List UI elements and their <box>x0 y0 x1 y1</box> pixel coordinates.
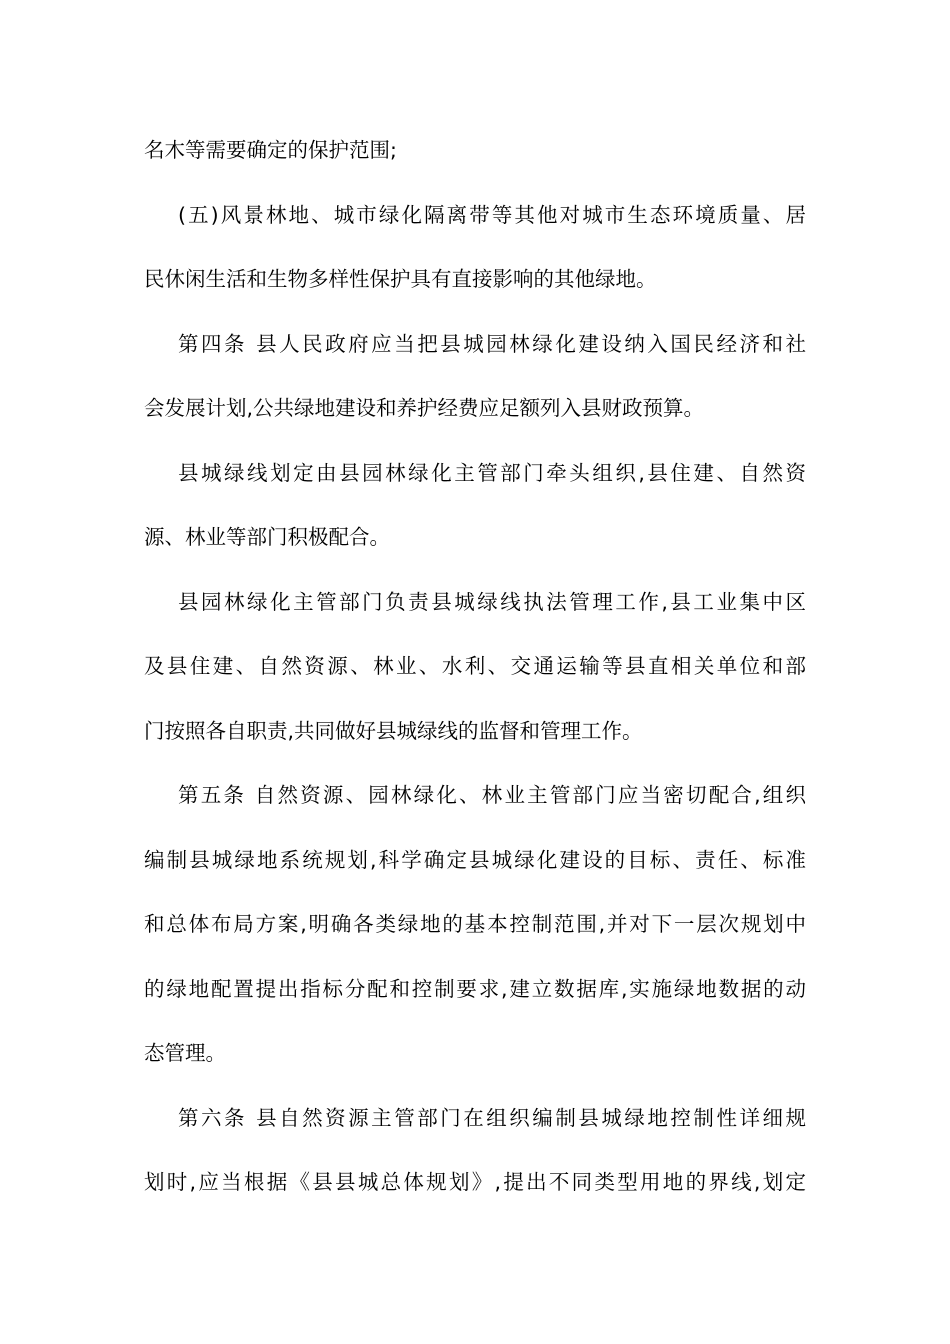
text-line: 县园林绿化主管部门负责县城绿线执法管理工作,县工业集中区 <box>178 589 806 614</box>
text-line: (五)风景林地、城市绿化隔离带等其他对城市生态环境质量、居 <box>178 202 806 227</box>
text-line: 态管理。 <box>144 1041 226 1065</box>
text-line: 和总体布局方案,明确各类绿地的基本控制范围,并对下一层次规划中 <box>144 912 806 936</box>
text-line: 及县住建、自然资源、林业、水利、交通运输等县直相关单位和部 <box>144 654 806 678</box>
text-line: 县城绿线划定由县园林绿化主管部门牵头组织,县住建、自然资 <box>178 460 806 485</box>
text-line: 源、林业等部门积极配合。 <box>144 525 390 549</box>
text-line: 的绿地配置提出指标分配和控制要求,建立数据库,实施绿地数据的动 <box>144 976 806 1001</box>
text-line: 第四条 县人民政府应当把县城园林绿化建设纳入国民经济和社 <box>178 331 806 356</box>
text-line: 门按照各自职责,共同做好县城绿线的监督和管理工作。 <box>144 718 643 743</box>
text-line: 民休闲生活和生物多样性保护具有直接影响的其他绿地。 <box>144 267 657 291</box>
body-text <box>144 126 806 1223</box>
text-line: 名木等需要确定的保护范围; <box>144 138 397 162</box>
text-line: 第五条 自然资源、园林绿化、林业主管部门应当密切配合,组织 <box>178 783 806 807</box>
text-line: 会发展计划,公共绿地建设和养护经费应足额列入县财政预算。 <box>144 396 705 420</box>
text-line: 第六条 县自然资源主管部门在组织编制县城绿地控制性详细规 <box>178 1105 806 1130</box>
text-line: 编制县城绿地系统规划,科学确定县城绿化建设的目标、责任、标准 <box>144 847 806 872</box>
text-line: 划时,应当根据《县县城总体规划》,提出不同类型用地的界线,划定 <box>144 1170 806 1194</box>
